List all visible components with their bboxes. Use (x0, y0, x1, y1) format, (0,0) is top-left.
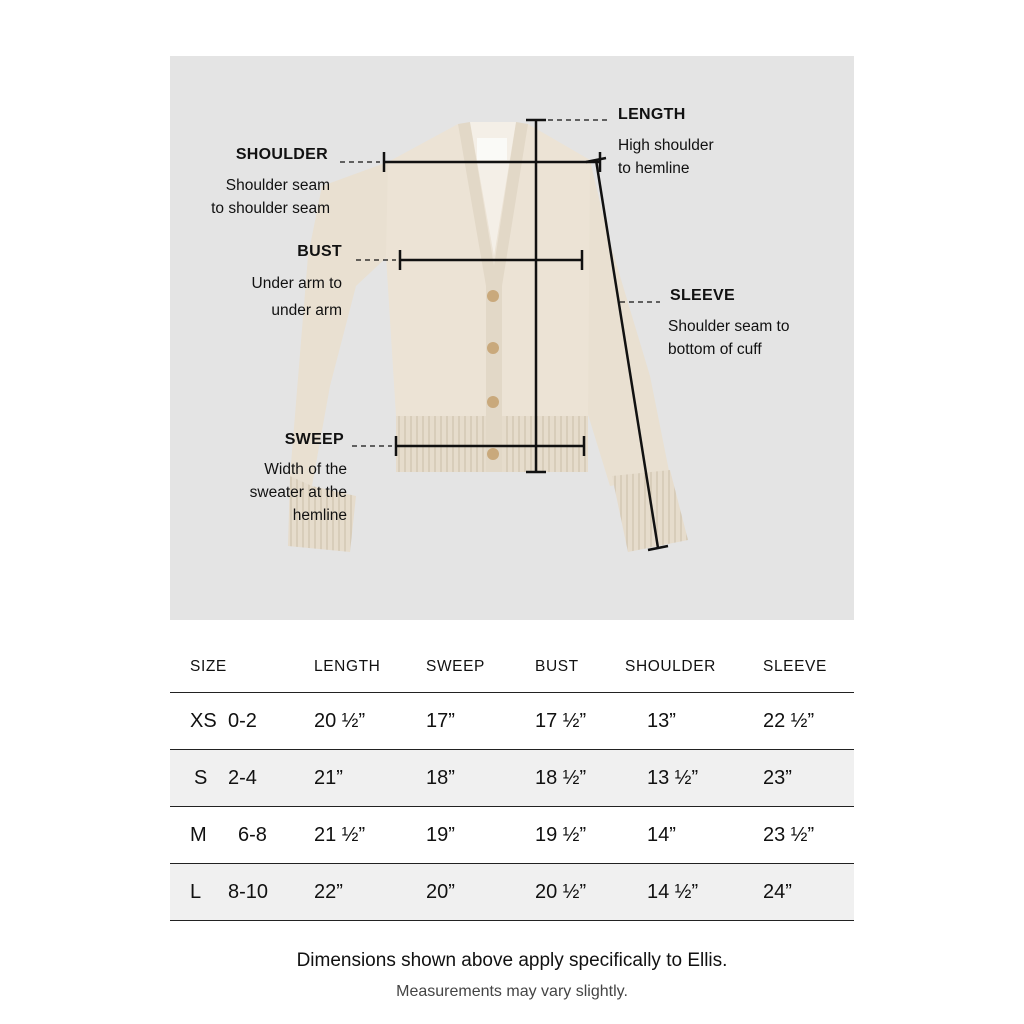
footnote-sub: Measurements may vary slightly. (396, 983, 628, 1000)
shoulder-cell: 14 ½” (625, 864, 763, 921)
header-length: LENGTH (314, 642, 426, 693)
length-cell: 21 ½” (314, 807, 426, 864)
bust-description (190, 270, 342, 324)
bust-label: BUST (297, 243, 342, 260)
sleeve-cell: 23 ½” (763, 807, 854, 864)
button (487, 448, 499, 460)
size-cell (170, 750, 314, 807)
sweep-desc-line: Width of the (264, 461, 347, 478)
size-cell (170, 807, 314, 864)
header-bust: BUST (535, 642, 625, 693)
length-cell: 22” (314, 864, 426, 921)
header-size: SIZE (170, 642, 314, 693)
table-row (170, 693, 854, 750)
size-cell (170, 693, 314, 750)
length-cell: 20 ½” (314, 693, 426, 750)
footnote-main: Dimensions shown above apply specifically to Ellis. (296, 950, 728, 971)
size-letter: L (190, 880, 202, 903)
shoulder-description (170, 174, 330, 220)
length-description (618, 134, 714, 180)
sleeve-label: SLEEVE (670, 287, 735, 304)
sweep-description (190, 458, 347, 527)
sweep-label: SWEEP (284, 431, 344, 448)
size-range: 8-10 (228, 880, 269, 903)
sweep-cell: 19” (426, 807, 535, 864)
sweep-cell: 18” (426, 750, 535, 807)
length-cell: 21” (314, 750, 426, 807)
bust-cell: 20 ½” (535, 864, 625, 921)
bust-cell: 17 ½” (535, 693, 625, 750)
button (487, 396, 499, 408)
size-range: 0-2 (228, 709, 257, 732)
sweep-desc-line: hemline (292, 507, 347, 524)
shoulder-cell: 13” (625, 693, 763, 750)
table-row (170, 750, 854, 807)
neck-tag (477, 138, 507, 160)
size-chart-table (170, 642, 854, 921)
shoulder-cell: 13 ½” (625, 750, 763, 807)
table-header-row (170, 642, 854, 693)
header-sleeve: SLEEVE (763, 642, 854, 693)
table-row (170, 807, 854, 864)
shoulder-cell: 14” (625, 807, 763, 864)
bust-cell: 18 ½” (535, 750, 625, 807)
size-letter: S (194, 766, 208, 789)
shoulder-desc-line: to shoulder seam (211, 200, 330, 217)
sleeve-cell: 24” (763, 864, 854, 921)
length-label: LENGTH (618, 106, 686, 123)
size-guide-figure (170, 56, 854, 620)
shoulder-label: SHOULDER (235, 146, 328, 163)
header-shoulder: SHOULDER (625, 642, 763, 693)
sleeve-cell: 22 ½” (763, 693, 854, 750)
sleeve-cell: 23” (763, 750, 854, 807)
header-sweep: SWEEP (426, 642, 535, 693)
table-row (170, 864, 854, 921)
length-desc-line: to hemline (618, 160, 690, 177)
sweep-desc-line: sweater at the (249, 484, 347, 501)
size-range: 6-8 (238, 823, 267, 846)
button (487, 342, 499, 354)
length-desc-line: High shoulder (618, 137, 714, 154)
right-cuff (612, 470, 688, 552)
bust-cell: 19 ½” (535, 807, 625, 864)
size-letter: M (190, 823, 207, 846)
size-cell (170, 864, 314, 921)
sleeve-desc-line: bottom of cuff (668, 341, 762, 358)
sweep-cell: 20” (426, 864, 535, 921)
size-range: 2-4 (228, 766, 257, 789)
sleeve-desc-line: Shoulder seam to (668, 318, 790, 335)
bust-desc-line: under arm (271, 302, 342, 319)
button (487, 290, 499, 302)
sweep-cell: 17” (426, 693, 535, 750)
shoulder-desc-line: Shoulder seam (225, 177, 330, 194)
size-letter: XS (190, 709, 217, 732)
bust-desc-line: Under arm to (251, 275, 342, 292)
sleeve-description (668, 315, 790, 361)
